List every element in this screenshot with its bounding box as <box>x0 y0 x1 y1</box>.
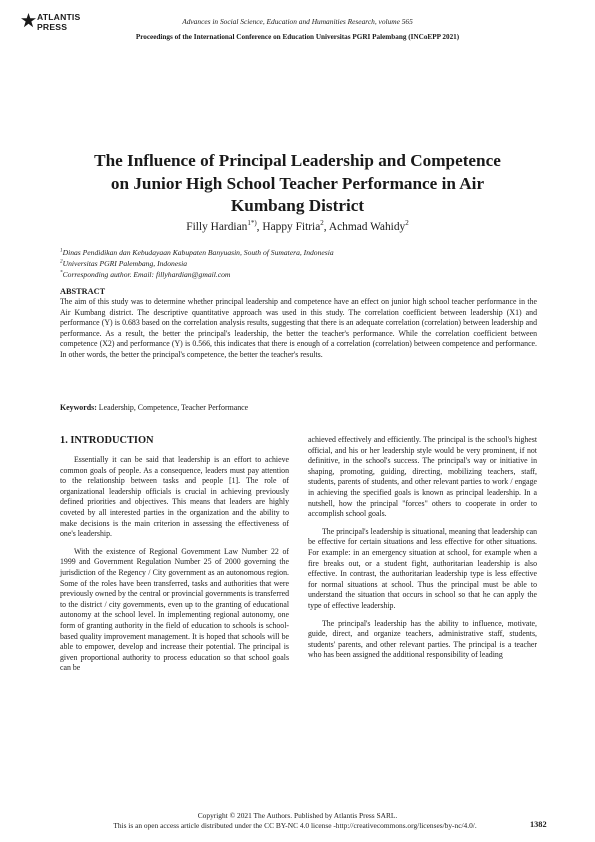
author-marker: 2 <box>320 219 324 228</box>
affiliation-text: Corresponding author. Email: fillyhardian@gmail.com <box>62 270 231 279</box>
body-paragraph: With the existence of Regional Government Law Number 22 of 1999 and Government Regulation Number 25 of 2000 governing the jurisdiction of the Regency / City government as an autonomous region. Some of the roles have been transferred, tasks and authorities that were previously owned by the central or provincial governments is transferred to the district / city governments, even up to the granting of educational autonomy at the school level. In implementing regional autonomy, one form of granting authority in the field of education to schools is school-based quality improvement management. It is hoped that schools will be able to empower, develop and increase their potential. The principal is given proportional authority to process education so that school goals can be <box>60 546 289 673</box>
affiliation-text: Dinas Pendidikan dan Kebudayaan Kabupaten Banyuasin, South of Sumatera, Indonesia <box>62 248 334 257</box>
body-paragraph-continued: achieved effectively and efficiently. The principal is the school's highest official, and his or her leadership style would be very prominent, if not definitive, in the school's success. The principal's way or initiative in shaping, promoting, guiding, directing, mobilizing teachers, staff, students, parents of students, and other relevant parties to work / engage in achieving the specified goals is known as principal leadership. In a nutshell, how the principal "forces" others to cooperate in order to accomplish school goals. <box>308 435 537 519</box>
author-marker: 1*) <box>247 219 257 228</box>
logo-text-line2: PRESS <box>37 21 68 32</box>
left-column <box>60 435 289 681</box>
page-number: 1382 <box>530 820 547 829</box>
corresponding-author <box>60 270 540 279</box>
author-name: Achmad Wahidy <box>328 221 406 233</box>
body-paragraph: The principal's leadership has the ability to influence, motivate, guide, direct, and organize teachers, administrative staff, students, students' parents, and other relevant parties. The principal is a teacher who has been assigned the additional responsibility of leading <box>308 618 537 660</box>
body-paragraph: Essentially it can be said that leadership is an effort to achieve common goals of people. As a consequence, leaders must pay attention to the relationship between tasks and people [1]. The role of organizational leadership officials is crucial in achieving previously defined priorities and objectives. This means that leaders are highly coveted by all interested parties in the organization and the ability to make decisions is the main criterion in assessing the effectiveness of one's leadership. <box>60 455 289 539</box>
affiliation-marker: 2 <box>60 258 63 265</box>
section-heading-introduction: 1. INTRODUCTION <box>60 435 154 446</box>
author-list <box>90 220 505 234</box>
keywords-text: Leadership, Competence, Teacher Performance <box>96 403 249 412</box>
body-paragraph: The principal's leadership is situational, meaning that leadership can be effective for certain situations and less effective for other situations. For example: in an emergency situation at school, for example when a fire breaks out, or a student fight, authoritarian leadership is also effective. In contrast, the authoritarian leadership type is less effective for normal situations at school. Thus the principal must be able to understand the situation that occurs in school so that he can apply the type of effective leadership. <box>308 526 537 610</box>
keywords <box>60 403 537 413</box>
proceedings-line: Proceedings of the International Conference on Education Universitas PGRI Palembang (INCoEPP 2021) <box>135 33 460 41</box>
right-column <box>308 435 537 668</box>
keywords-label: Keywords: <box>60 403 97 412</box>
affiliation-marker: * <box>60 269 63 276</box>
affiliation-marker: 1 <box>60 247 63 254</box>
copyright-line: Copyright © 2021 The Authors. Published by Atlantis Press SARL. <box>197 811 398 820</box>
paper-title: The Influence of Principal Leadership and Competence on Junior High School Teacher Performance in Air Kumbang District <box>94 151 501 216</box>
author-separator: , <box>323 221 329 233</box>
journal-line: Advances in Social Science, Education and Humanities Research, volume 565 <box>182 17 413 26</box>
author-name: Filly Hardian <box>186 221 248 233</box>
affiliation <box>60 248 540 257</box>
author-name: Happy Fitria <box>262 221 321 233</box>
affiliation <box>60 259 540 268</box>
author-marker: 2 <box>405 219 409 228</box>
license-line: This is an open access article distributed under the CC BY-NC 4.0 license -http://creativecommons.org/licenses/by-nc/4.0/. <box>113 821 477 830</box>
logo-text-line1: ATLANTIS <box>37 12 81 22</box>
abstract-heading: ABSTRACT <box>60 287 106 296</box>
author-separator: , <box>256 221 263 233</box>
affiliation-text: Universitas PGRI Palembang, Indonesia <box>62 259 188 268</box>
abstract-text: The aim of this study was to determine whether principal leadership and competence have an effect on junior high school teacher performance in the Air Kumbang district. The descriptive quantitative approach was used in this study. The correlation coefficient between leadership (X1) and performance (Y) is 0.683 based on the correlation analysis results, suggesting that there is an adequate correlation (correlation) between leadership and performance. As a result, the better the principal's leadership, the better the teacher's performance. While the correlation coefficient between competence (X2) and performance (Y) is 0.566, this indicates that there is enough of a correlation (correlation) between competence and performance. In other words, the better the principal's competence, the better the teacher's results. <box>60 297 537 359</box>
